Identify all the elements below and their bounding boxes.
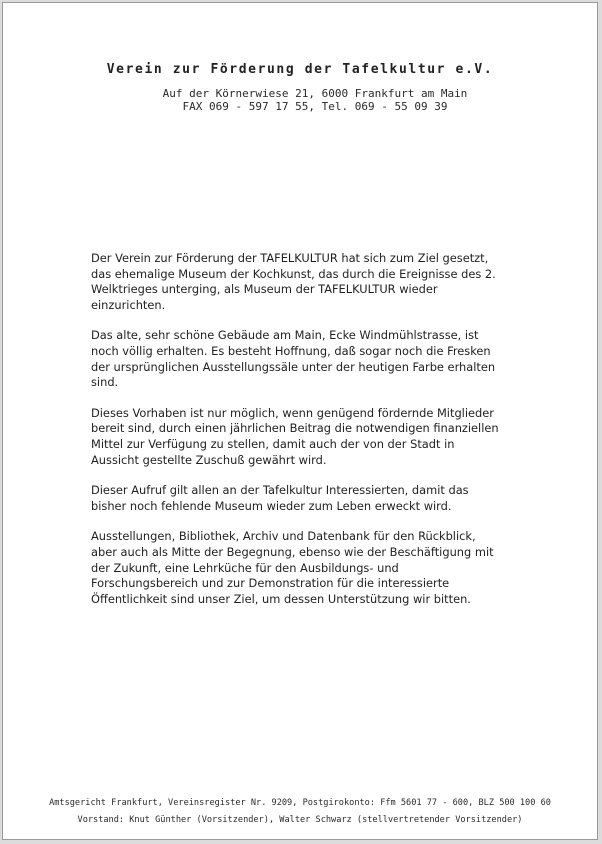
- body-paragraph: Dieses Vorhaben ist nur möglich, wenn genügend fördernde Mitglieder bereit sind, durch einen jährlichen Beitrag die notwendigen finanziellen Mittel zur Verfügung zu stellen, damit auch der von der Stadt in Aussicht gestellte Zuschuß gewährt wird.: [91, 405, 499, 467]
- contact-line: FAX 069 - 597 17 55, Tel. 069 - 55 09 39: [182, 100, 448, 113]
- body-paragraph: Der Verein zur Förderung der TAFELKULTUR hat sich zum Ziel gesetzt, das ehemalige Museum der Kochkunst, das durch die Ereignisse des 2. Welktrieges unterging, als Museum der TAFELKULTUR wieder einzurichten.: [91, 251, 496, 312]
- letter-footer: [3, 795, 597, 829]
- letter-page: [2, 2, 598, 840]
- address-line: Auf der Körnerwiese 21, 6000 Frankfurt am Main: [162, 87, 468, 100]
- letterhead-address: [135, 87, 495, 113]
- registry-line: Amtsgericht Frankfurt, Vereinsregister Nr. 9209, Postgirokonto: Ffm 5601 77 - 600, BLZ 500 100 60: [49, 798, 551, 808]
- board-line: Vorstand: Knut Günther (Vorsitzender), Walter Schwarz (stellvertretender Vorsitzender): [77, 815, 523, 825]
- letter-body: [91, 251, 503, 622]
- organization-name: Verein zur Förderung der Tafelkultur e.V.: [106, 62, 494, 77]
- body-paragraph: Dieser Aufruf gilt allen an der Tafelkultur Interessierten, damit das bisher noch fehlende Museum wieder zum Leben erweckt wird.: [91, 483, 469, 513]
- body-paragraph: Ausstellungen, Bibliothek, Archiv und Datenbank für den Rückblick, aber auch als Mitte der Begegnung, ebenso wie der Beschäftigung mit der Zukunft, eine Lehrküche für den Ausbildungs- und Forschungsbereich und zur Demonstration für die interessierte Öffentlichkeit sind unser Ziel, um dessen Unterstützung wir bitten.: [91, 529, 494, 606]
- body-paragraph: Das alte, sehr schöne Gebäude am Main, Ecke Windmühlstrasse, ist noch völlig erhalten. Es besteht Hoffnung, daß sogar noch die Fresken der ursprünglichen Ausstellungssäle unter der heutigen Farbe erhalten sind.: [91, 328, 496, 390]
